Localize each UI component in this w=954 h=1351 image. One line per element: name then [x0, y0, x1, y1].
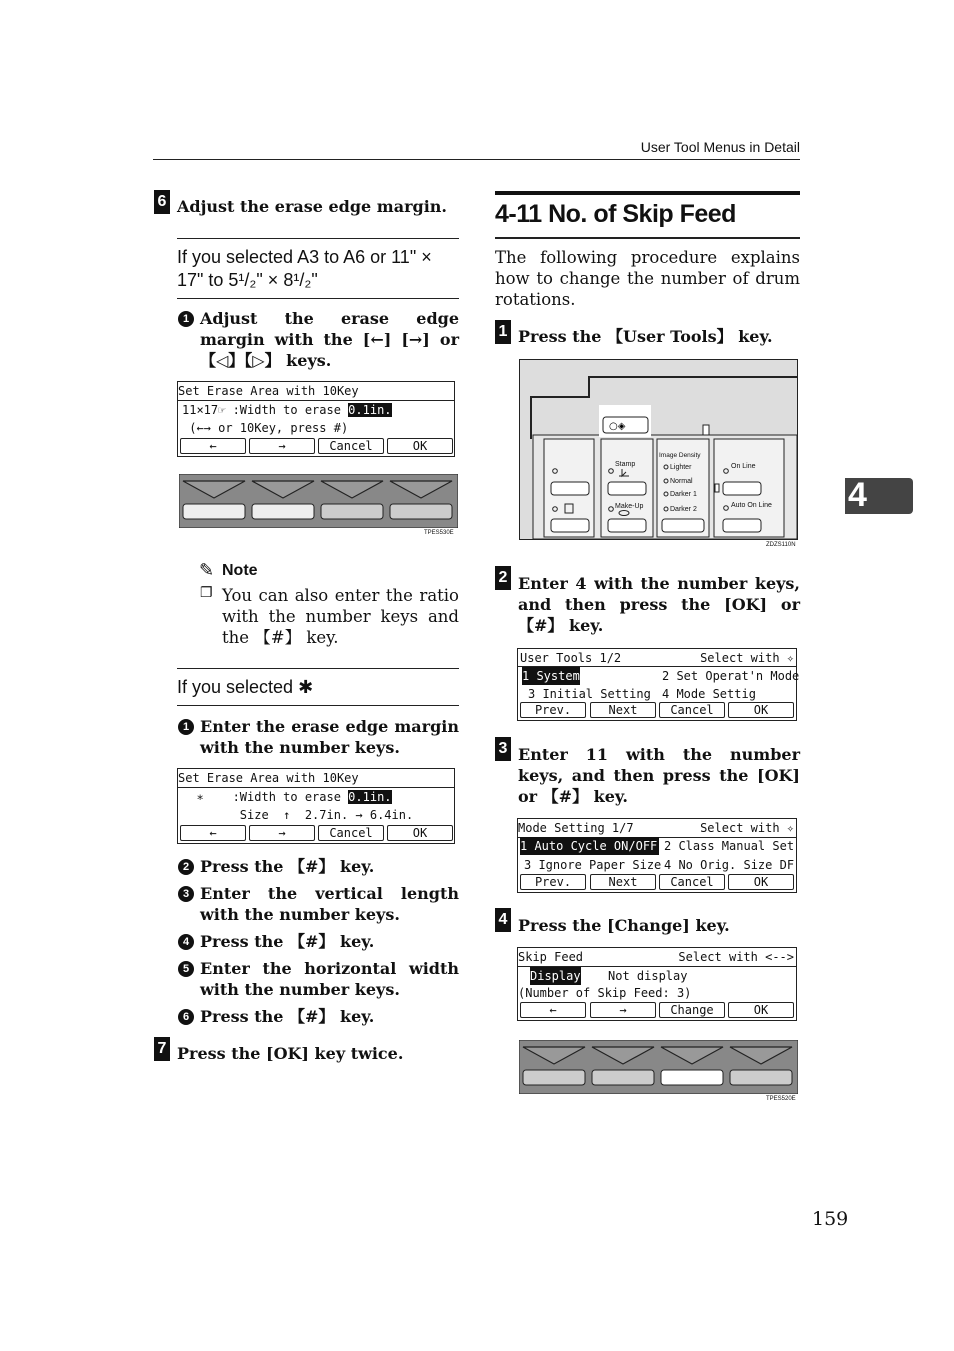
substep-1-text: Enter the erase edge margin with the number keys.	[200, 717, 459, 757]
substep-6-marker: 6	[178, 1009, 194, 1025]
svg-text:○◈: ○◈	[609, 421, 626, 432]
lcd-line: Not display	[608, 969, 688, 983]
lcd-user-tools	[517, 648, 800, 721]
lcd-next-button: Next	[590, 702, 656, 718]
svg-text:Darker 1: Darker 1	[670, 491, 697, 498]
section-rule	[177, 668, 459, 669]
substep-6-text: Press the 【#】 key.	[200, 1007, 375, 1026]
substep-1-marker: 1	[178, 719, 194, 735]
substep-1-text: Adjust the erase edge margin with the [←] [→] or 【◁】【▷】 keys.	[200, 309, 459, 370]
lcd-left-button: ←	[520, 1002, 586, 1018]
lcd-right-button: →	[249, 438, 315, 454]
lcd-line: 11×17☞ :Width to erase 0.1in.	[182, 403, 392, 417]
selection-keys-panel	[519, 1040, 798, 1094]
note-text: You can also enter the ratio with the number keys and the 【#】 key.	[222, 586, 459, 647]
lcd-line: 3 Ignore Paper Size	[524, 858, 662, 872]
lcd-line: 4 Mode Settig	[662, 687, 756, 701]
intro-text: The following procedure explains how to change the number of drum rotations.	[495, 248, 800, 309]
lcd-line: Select with ✧	[700, 651, 794, 665]
substep-4-marker: 4	[178, 934, 194, 950]
lcd-line: Skip Feed	[518, 950, 584, 964]
lcd-ok-button: OK	[728, 1002, 794, 1018]
substep-5-text: Enter the horizontal width with the number keys.	[200, 959, 459, 999]
step-3-marker: 3	[495, 737, 511, 761]
header-rule	[153, 159, 800, 160]
lcd-left-button: ←	[180, 438, 246, 454]
lcd-right-button: →	[590, 1002, 656, 1018]
lcd-line: Select with <-->	[678, 950, 794, 964]
substep-2-marker: 2	[178, 859, 194, 875]
lcd-line: Set Erase Area with 10Key	[178, 384, 359, 398]
lcd-line: (←→ or 10Key, press #)	[182, 421, 349, 435]
lcd-next-button: Next	[590, 874, 656, 890]
lcd-ok-button: OK	[387, 438, 453, 454]
step-1-marker: 1	[495, 320, 511, 344]
lcd-line: Size ↑ 2.7in. → 6.4in.	[182, 808, 414, 822]
lcd-skip-feed	[517, 947, 797, 1021]
note-title: Note	[222, 562, 258, 579]
lcd-ok-button: OK	[728, 874, 794, 890]
lcd-line: 2 Set Operat'n Mode	[662, 669, 800, 683]
operation-panel-illustration	[519, 359, 799, 541]
lcd-cancel-button: Cancel	[318, 438, 384, 454]
figure-code: TPES520E	[766, 1096, 796, 1102]
page-number: 159	[812, 1208, 849, 1230]
lcd-selected-item: 1 Auto Cycle ON/OFF	[520, 839, 658, 853]
step-4-marker: 4	[495, 908, 511, 932]
step-6-text: Adjust the erase edge margin.	[177, 197, 447, 216]
svg-text:Auto On Line: Auto On Line	[731, 502, 772, 509]
lcd-change-button: Change	[659, 1002, 725, 1018]
lcd-line: User Tools 1/2	[520, 651, 622, 665]
step-7-text: Press the [OK] key twice.	[177, 1044, 404, 1063]
figure-code: TPES530E	[424, 530, 454, 536]
step-2-text: Enter 4 with the number keys, and then press the [OK] or 【#】 key.	[518, 574, 800, 635]
selection-keys-panel	[179, 474, 458, 528]
substep-3-text: Enter the vertical length with the number keys.	[200, 884, 459, 924]
svg-text:Make-Up: Make-Up	[615, 503, 644, 510]
chapter-tab: 4	[845, 478, 913, 514]
section-rule	[177, 705, 459, 706]
lcd-line: ∗ :Width to erase 0.1in.	[182, 790, 392, 804]
heading-rule	[495, 237, 800, 239]
lcd-selected-item: Display	[530, 969, 581, 983]
lcd-line: 4 No Orig. Size DF	[664, 858, 795, 872]
substep-2-text: Press the 【#】 key.	[200, 857, 375, 876]
lcd-mode-setting	[517, 818, 797, 893]
svg-text:Image Density: Image Density	[659, 452, 701, 459]
lcd-right-button: →	[249, 825, 315, 841]
lcd-line: Select with ✧	[700, 821, 794, 835]
section-rule	[177, 298, 459, 299]
lcd-cancel-button: Cancel	[318, 825, 384, 841]
substep-3-marker: 3	[178, 886, 194, 902]
heading-rule	[495, 191, 800, 195]
substep-1-marker: 1	[178, 311, 194, 327]
lcd-value-highlight: 0.1in.	[348, 403, 392, 417]
lcd-line: 2 Class Manual Set	[664, 839, 795, 853]
lcd-line: Set Erase Area with 10Key	[178, 771, 359, 785]
lcd-line: 3 Initial Setting	[528, 687, 651, 701]
figure-code: ZDZS110N	[766, 542, 796, 548]
section-title-a3: If you selected A3 to A6 or 11" × 17" to 5¹/₂" × 8¹/₂"	[177, 247, 432, 290]
svg-text:Darker 2: Darker 2	[670, 506, 697, 513]
lcd-cancel-button: Cancel	[659, 702, 725, 718]
substep-5-marker: 5	[178, 961, 194, 977]
step-7-marker: 7	[154, 1037, 170, 1061]
section-title-star: If you selected ✱	[177, 677, 314, 697]
lcd-prev-button: Prev.	[520, 874, 586, 890]
lcd-prev-button: Prev.	[520, 702, 586, 718]
section-heading: 4-11 No. of Skip Feed	[495, 200, 736, 228]
step-6-marker: 6	[154, 190, 170, 214]
step-1-text: Press the 【User Tools】 key.	[518, 327, 773, 346]
lcd-erase-area-size	[177, 768, 455, 844]
lcd-cancel-button: Cancel	[659, 874, 725, 890]
lcd-ok-button: OK	[387, 825, 453, 841]
lcd-selected-item: 1 System	[522, 669, 580, 683]
lcd-line: (Number of Skip Feed: 3)	[518, 986, 692, 1000]
lcd-ok-button: OK	[728, 702, 794, 718]
running-header: User Tool Menus in Detail	[640, 139, 800, 155]
lcd-line: Mode Setting 1/7	[518, 821, 634, 835]
svg-text:Stamp: Stamp	[615, 461, 636, 468]
lcd-erase-area-ratio	[177, 381, 455, 457]
lcd-left-button: ←	[180, 825, 246, 841]
note-icon: ✎	[199, 560, 215, 581]
lcd-value-highlight: 0.1in.	[348, 790, 392, 804]
substep-4-text: Press the 【#】 key.	[200, 932, 375, 951]
step-3-text: Enter 11 with the number keys, and then press the [OK] or 【#】 key.	[518, 745, 800, 806]
step-2-marker: 2	[495, 566, 511, 590]
svg-text:Normal: Normal	[670, 478, 693, 485]
svg-text:Lighter: Lighter	[670, 464, 692, 471]
checkbox-bullet-icon: ❐	[200, 585, 213, 601]
section-rule	[177, 238, 459, 239]
step-4-text: Press the [Change] key.	[518, 916, 730, 935]
svg-text:On Line: On Line	[731, 463, 756, 470]
